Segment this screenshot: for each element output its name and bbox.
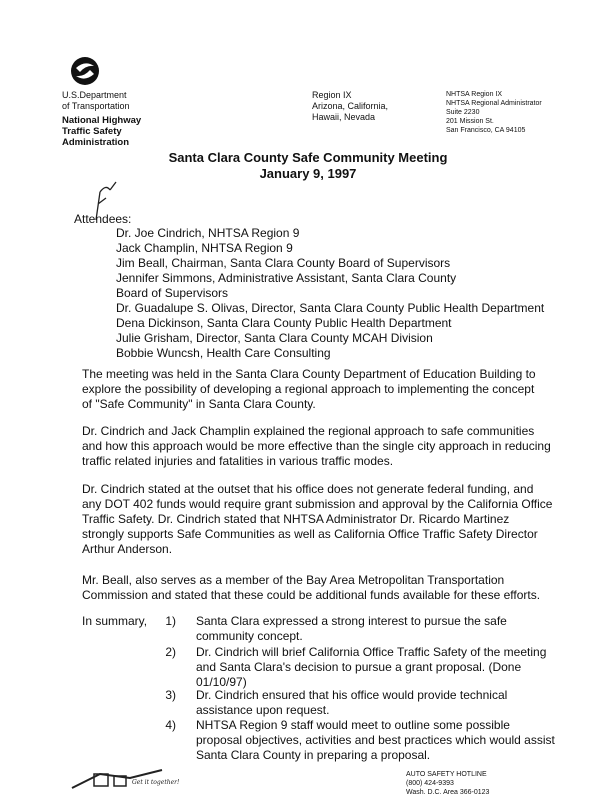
paragraph-line: The meeting was held in the Santa Clara County Department of Education Building to <box>82 367 536 381</box>
attendee-item: Dena Dickinson, Santa Clara County Public Health Department <box>116 316 452 330</box>
summary-item-number: 1) <box>165 614 176 628</box>
attendees-label: Attendees: <box>74 212 132 226</box>
paragraph-line: Commission and stated that these could be additional funds available for these efforts. <box>82 588 541 602</box>
agency-department-line-2: of Transportation <box>62 101 130 111</box>
summary-item-line: Santa Clara County in preparing a proposal. <box>196 748 431 762</box>
paragraph-commission <box>82 573 602 603</box>
summary-item-line: 01/10/97) <box>196 675 247 689</box>
footer-hotline <box>406 770 556 797</box>
hq-line-2: NHTSA Regional Administrator <box>446 100 542 107</box>
summary-item-line: NHTSA Region 9 staff would meet to outline some possible <box>196 718 510 732</box>
attendees-list <box>116 226 596 361</box>
paragraph-funding <box>82 482 602 557</box>
hq-line-5: San Francisco, CA 94105 <box>446 127 526 134</box>
paragraph-line: any DOT 402 funds would require grant submission and approval by the California Office <box>82 497 553 511</box>
attendee-item: Jack Champlin, NHTSA Region 9 <box>116 241 293 255</box>
paragraph-line: explore the possibility of developing a regional approach to implementing the concept <box>82 382 535 396</box>
attendee-item: Dr. Guadalupe S. Olivas, Director, Santa Clara County Public Health Department <box>116 301 545 315</box>
paragraph-line: and how this approach would be more effective than the single city approach in reducing <box>82 439 551 453</box>
hq-line-1: NHTSA Region IX <box>446 91 503 98</box>
agency-name-line-2: Traffic Safety <box>62 126 122 137</box>
paragraph-line: Traffic Safety. Dr. Cindrich stated that NHTSA Administrator Dr. Ricardo Martinez <box>82 512 510 526</box>
region-block <box>312 90 432 123</box>
summary-item-line: and Santa Clara's decision to pursue a grant proposal. (Done <box>196 660 522 674</box>
agency-name-line-1: National Highway <box>62 115 142 126</box>
hotline-line-1: AUTO SAFETY HOTLINE <box>406 771 487 778</box>
summary-item-number: 4) <box>165 718 176 732</box>
seatbelt-logo-icon <box>70 768 180 792</box>
attendee-item: Dr. Joe Cindrich, NHTSA Region 9 <box>116 226 300 240</box>
attendee-item: Bobbie Wuncsh, Health Care Consulting <box>116 346 331 360</box>
footer-slogan: Get it together! <box>132 779 180 786</box>
agency-department-line: U.S.Department <box>62 90 127 100</box>
attendee-item: Jennifer Simmons, Administrative Assistant, Santa Clara County <box>116 271 457 285</box>
paragraph-line: Dr. Cindrich and Jack Champlin explained the regional approach to safe communities <box>82 424 535 438</box>
agency-block <box>62 90 202 148</box>
summary-item-line: proposal objectives, activities and best practices which would assist <box>196 733 555 747</box>
region-line-3: Hawaii, Nevada <box>312 112 376 122</box>
hq-line-3: Suite 2230 <box>446 109 480 116</box>
document-date: January 9, 1997 <box>259 166 357 181</box>
summary-lead: In summary, <box>82 614 148 628</box>
paragraph-line: Mr. Beall, also serves as a member of the Bay Area Metropolitan Transportation <box>82 573 505 587</box>
attendee-item: Julie Grisham, Director, Santa Clara County MCAH Division <box>116 331 433 345</box>
attendee-item: Board of Supervisors <box>116 286 229 300</box>
hq-address-block <box>446 90 576 135</box>
dot-logo-icon <box>70 56 100 86</box>
hotline-line-3: Wash. D.C. Area 366-0123 <box>406 789 490 796</box>
summary-item-line: Dr. Cindrich ensured that his office would provide technical <box>196 688 508 702</box>
paragraph-line: traffic related injuries and fatalities in various traffic modes. <box>82 454 394 468</box>
paragraph-meeting-location <box>82 367 602 412</box>
paragraph-line: Dr. Cindrich stated at the outset that his office does not generate federal funding, and <box>82 482 534 496</box>
hotline-line-2: (800) 424-9393 <box>406 780 454 787</box>
hq-line-4: 201 Mission St. <box>446 118 494 125</box>
summary-item-line: assistance upon request. <box>196 703 330 717</box>
summary-item-line: community concept. <box>196 629 303 643</box>
region-line-2: Arizona, California, <box>312 101 389 111</box>
paragraph-line: of "Safe Community" in Santa Clara County. <box>82 397 316 411</box>
paragraph-line: strongly supports Safe Communities as well as California Office Traffic Safety Director <box>82 527 538 541</box>
summary-item-number: 3) <box>165 688 176 702</box>
paragraph-line: Arthur Anderson. <box>82 542 173 556</box>
attendee-item: Jim Beall, Chairman, Santa Clara County Board of Supervisors <box>116 256 451 270</box>
agency-name-line-3: Administration <box>62 137 130 148</box>
document-title: Santa Clara County Safe Community Meeting <box>168 150 448 165</box>
summary-item-line: Dr. Cindrich will brief California Office Traffic Safety of the meeting <box>196 645 547 659</box>
summary-item-line: Santa Clara expressed a strong interest to pursue the safe <box>196 614 507 628</box>
region-line-1: Region IX <box>312 90 352 100</box>
summary-item-number: 2) <box>165 645 176 659</box>
paragraph-regional-approach <box>82 424 602 469</box>
